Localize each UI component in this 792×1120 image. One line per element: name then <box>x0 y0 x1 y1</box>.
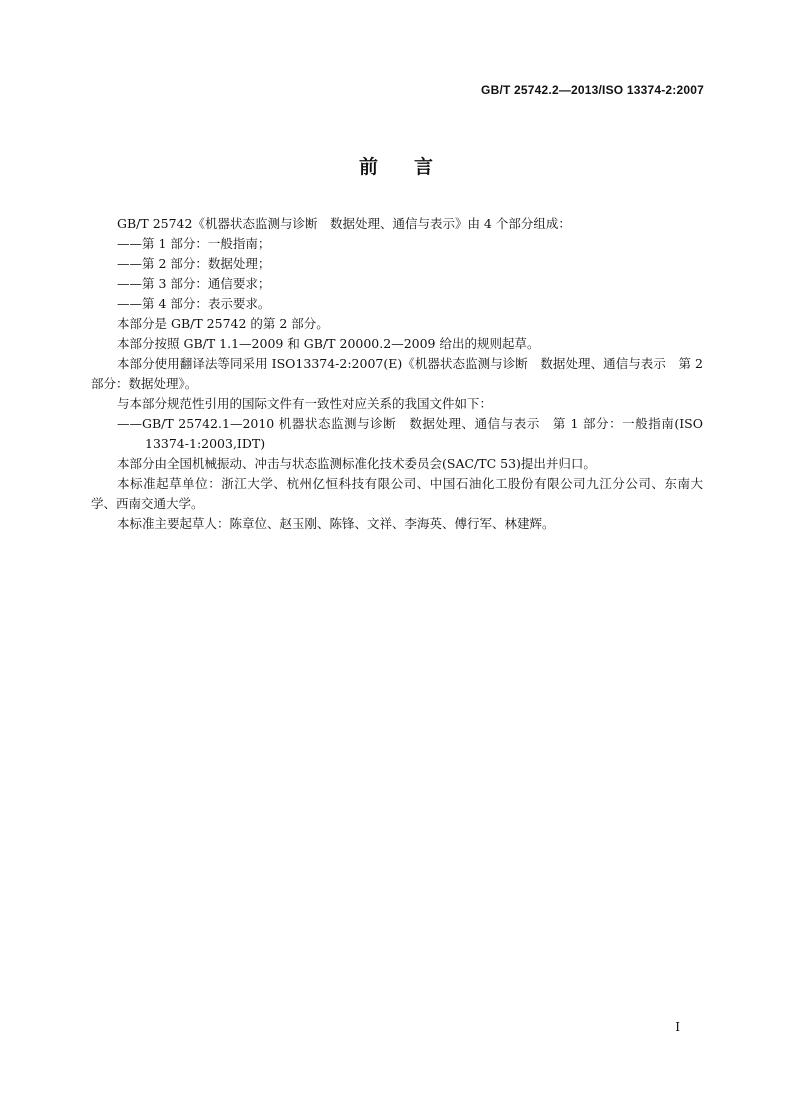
paragraph-drafting-rules: 本部分按照 GB/T 1.1—2009 和 GB/T 20000.2—2009 给出的规则起草。 <box>117 336 540 351</box>
page-title: 前言 <box>358 156 469 178</box>
list-item-part-1: ——第 1 部分：一般指南； <box>117 236 271 251</box>
list-item-part-2: ——第 2 部分：数据处理； <box>117 256 271 271</box>
paragraph-translation-method: 本部分使用翻译法等同采用 ISO13374-2:2007(E)《机器状态监测与诊断 数据处理、通信与表示 第 2 部分：数据处理》。 <box>91 356 703 391</box>
paragraph-part-statement: 本部分是 GB/T 25742 的第 2 部分。 <box>117 316 329 331</box>
page-number: I <box>675 1020 680 1034</box>
paragraph-drafting-units: 本标准起草单位：浙江大学、杭州亿恒科技有限公司、中国石油化工股份有限公司九江分公司、东南大学、西南交通大学。 <box>91 476 703 511</box>
standard-code-header: GB/T 25742.2—2013/ISO 13374-2:2007 <box>481 83 704 97</box>
paragraph-reference-intro: 与本部分规范性引用的国际文件有一致性对应关系的我国文件如下： <box>117 396 493 411</box>
paragraph-proposer: 本部分由全国机械振动、冲击与状态监测标准化技术委员会(SAC/TC 53)提出并归口。 <box>117 456 596 471</box>
list-item-part-3: ——第 3 部分：通信要求； <box>117 276 271 291</box>
foreword-body <box>91 214 703 534</box>
list-item-part-4: ——第 4 部分：表示要求。 <box>117 296 271 311</box>
list-item-reference: ——GB/T 25742.1—2010 机器状态监测与诊断 数据处理、通信与表示 第 1 部分：一般指南(ISO 13374-1:2003,IDT) <box>117 416 703 451</box>
paragraph-intro: GB/T 25742《机器状态监测与诊断 数据处理、通信与表示》由 4 个部分组成： <box>117 216 571 231</box>
paragraph-drafters: 本标准主要起草人：陈章位、赵玉刚、陈锋、文祥、李海英、傅行军、林建辉。 <box>117 516 555 531</box>
